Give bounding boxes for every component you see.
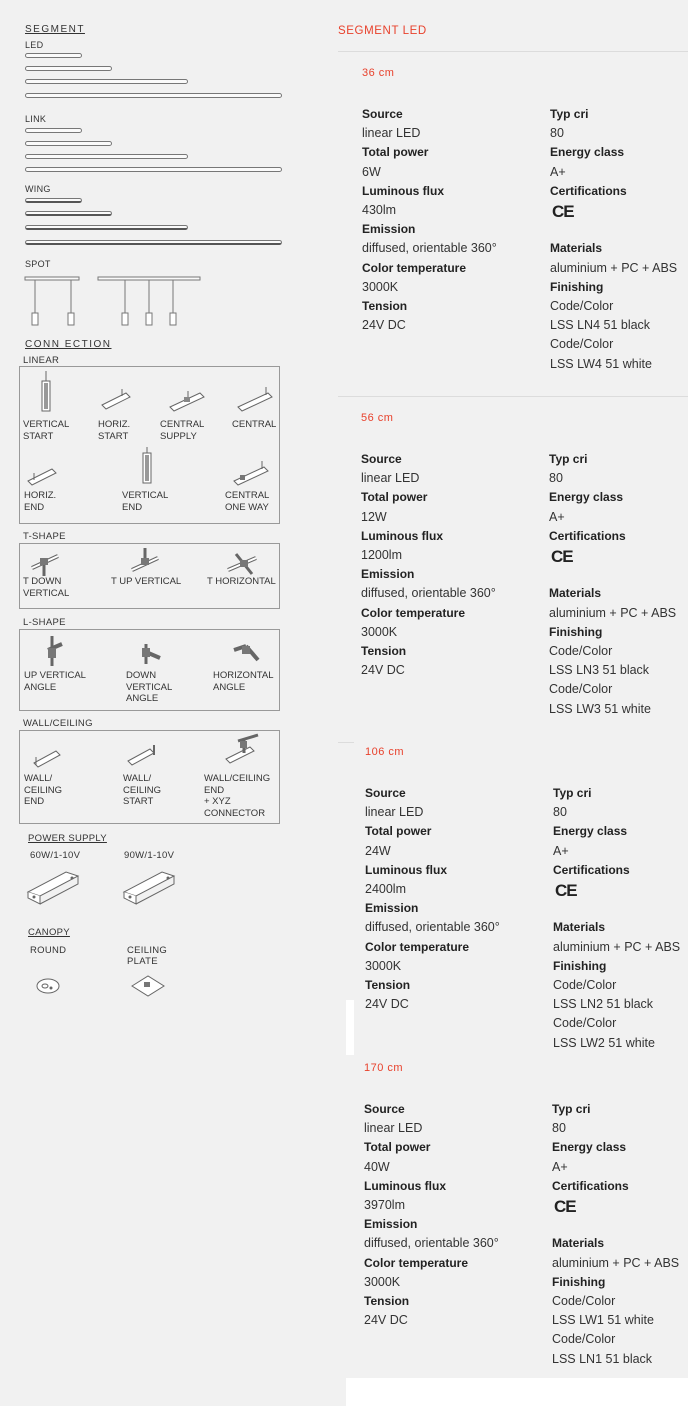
section-divider xyxy=(338,396,688,397)
finishing-value: Code/Color xyxy=(552,1294,616,1308)
canopy-item-label: ROUND xyxy=(30,945,67,956)
finishing-value: Code/Color xyxy=(549,644,613,658)
group-label-wing: WING xyxy=(25,184,51,194)
connection-heading: CONN ECTION xyxy=(25,339,112,350)
total-power-label: Total power xyxy=(364,1140,431,1155)
wall-box xyxy=(19,730,280,824)
lshape-item-label: HORIZONTAL ANGLE xyxy=(213,670,274,693)
emission-value: diffused, orientable 360° xyxy=(365,920,500,935)
white-strip xyxy=(346,1000,354,1055)
section-length: 56 cm xyxy=(361,412,394,424)
materials-value: aluminium + PC + ABS xyxy=(550,260,678,275)
color-temperature-label: Color temperature xyxy=(365,939,470,954)
finishing-label: Finishing xyxy=(553,958,607,973)
color-temperature-value: 3000K xyxy=(364,1274,401,1289)
round-canopy-icon xyxy=(36,976,62,996)
tension-value: 24V DC xyxy=(365,997,409,1012)
link-bar-56 xyxy=(25,141,112,146)
wall-ceiling-end-xyz-connector-icon xyxy=(224,735,260,767)
emission-value: diffused, orientable 360° xyxy=(362,241,497,256)
tension-value: 24V DC xyxy=(364,1313,408,1328)
central-one-way-icon xyxy=(232,461,272,487)
finishing-value: LSS LW4 51 white xyxy=(550,356,652,371)
up-vertical-angle-icon xyxy=(42,636,68,666)
ce-mark-icon: CE xyxy=(551,547,573,566)
luminous-flux-value: 1200lm xyxy=(361,548,402,562)
t-up-vertical-icon xyxy=(130,548,164,576)
segment-heading: SEGMENT xyxy=(25,24,85,35)
ce-mark-icon: CE xyxy=(555,881,577,900)
canopy-item-label: CEILING PLATE xyxy=(127,945,168,967)
central-supply-icon xyxy=(168,387,208,413)
power-supply-heading: POWER SUPPLY xyxy=(28,833,107,844)
tension-label: Tension xyxy=(362,299,408,313)
source-value: linear LED xyxy=(361,471,420,486)
total-power-label: Total power xyxy=(365,824,432,839)
typ-cri-value: 80 xyxy=(553,805,567,820)
energy-class-value: A+ xyxy=(553,843,569,858)
energy-class-value: A+ xyxy=(550,164,566,179)
lshape-item-label: UP VERTICAL ANGLE xyxy=(24,670,86,693)
finishing-value: Code/Color xyxy=(550,337,614,352)
group-label-spot: SPOT xyxy=(25,259,51,269)
finishing-value: LSS LN2 51 black xyxy=(553,997,654,1012)
total-power-label: Total power xyxy=(362,145,429,160)
led-bar-36 xyxy=(25,53,82,58)
source-value: linear LED xyxy=(364,1121,423,1136)
section-length: 106 cm xyxy=(365,746,405,758)
tshape-heading: T-SHAPE xyxy=(23,531,66,542)
lshape-heading: L-SHAPE xyxy=(23,617,66,628)
materials-label: Materials xyxy=(553,920,606,935)
finishing-value: LSS LW3 51 white xyxy=(549,701,651,716)
linear-box xyxy=(19,366,280,524)
wing-bar-56 xyxy=(25,211,112,216)
power-item-label: 60W/1-10V xyxy=(30,850,81,861)
linear-item-label: HORIZ. END xyxy=(24,490,57,513)
luminous-flux-value: 3970lm xyxy=(364,1198,405,1212)
finishing-value: LSS LW1 51 white xyxy=(552,1313,654,1328)
typ-cri-label: Typ cri xyxy=(550,107,589,121)
ceiling-plate-icon xyxy=(130,974,166,998)
materials-value: aluminium + PC + ABS xyxy=(552,1255,680,1270)
title-divider xyxy=(338,51,688,52)
link-bar-106 xyxy=(25,154,188,159)
down-vertical-angle-icon xyxy=(136,640,162,666)
emission-label: Emission xyxy=(361,567,415,582)
linear-heading: LINEAR xyxy=(23,355,60,366)
lshape-item-label: DOWN VERTICAL ANGLE xyxy=(126,670,173,704)
section-length: 170 cm xyxy=(364,1062,404,1074)
finishing-value: Code/Color xyxy=(553,1016,617,1031)
total-power-value: 40W xyxy=(364,1159,390,1174)
link-bar-170 xyxy=(25,167,282,172)
tshape-item-label: T HORIZONTAL xyxy=(207,576,276,587)
materials-label: Materials xyxy=(550,241,603,256)
luminous-flux-label: Luminous flux xyxy=(364,1178,446,1193)
power-item-label: 90W/1-10V xyxy=(124,850,175,861)
vertical-start-icon xyxy=(38,371,58,415)
finishing-label: Finishing xyxy=(552,1274,606,1289)
tension-label: Tension xyxy=(364,1294,410,1308)
tshape-box xyxy=(19,543,280,609)
total-power-label: Total power xyxy=(361,490,428,505)
source-label: Source xyxy=(364,1102,405,1116)
materials-value: aluminium + PC + ABS xyxy=(549,605,677,620)
power-supply-90w-icon xyxy=(122,868,178,908)
source-value: linear LED xyxy=(362,126,421,141)
wall-ceiling-end-icon xyxy=(32,745,62,767)
t-down-vertical-icon xyxy=(30,550,64,578)
finishing-value: Code/Color xyxy=(550,299,614,313)
wing-bar-106 xyxy=(25,225,188,230)
luminous-flux-label: Luminous flux xyxy=(365,862,447,877)
color-temperature-value: 3000K xyxy=(361,624,398,639)
led-bar-106 xyxy=(25,79,188,84)
finishing-value: Code/Color xyxy=(549,682,613,697)
tension-label: Tension xyxy=(361,644,407,658)
color-temperature-value: 3000K xyxy=(362,279,399,294)
led-bar-56 xyxy=(25,66,112,71)
linear-item-label: HORIZ. START xyxy=(98,419,131,442)
page-title: SEGMENT LED xyxy=(338,25,427,37)
t-horizontal-icon xyxy=(226,550,262,578)
finishing-value: Code/Color xyxy=(552,1332,616,1347)
color-temperature-value: 3000K xyxy=(365,958,402,973)
certifications-label: Certifications xyxy=(553,862,630,877)
spot-illustration xyxy=(25,275,205,330)
energy-class-label: Energy class xyxy=(552,1140,627,1155)
emission-value: diffused, orientable 360° xyxy=(361,586,496,601)
group-label-led: LED xyxy=(25,40,44,50)
horizontal-angle-icon xyxy=(232,640,260,664)
wing-bar-170 xyxy=(25,240,282,245)
typ-cri-label: Typ cri xyxy=(552,1102,591,1116)
section-divider xyxy=(338,742,354,743)
tshape-item-label: T DOWN VERTICAL xyxy=(23,576,70,599)
certifications-label: Certifications xyxy=(552,1178,629,1193)
led-bar-170 xyxy=(25,93,282,98)
canopy-heading: CANOPY xyxy=(28,927,70,938)
certifications-label: Certifications xyxy=(550,183,627,198)
materials-label: Materials xyxy=(549,586,602,601)
section-length: 36 cm xyxy=(362,67,395,79)
typ-cri-label: Typ cri xyxy=(549,452,588,466)
finishing-value: LSS LN4 51 black xyxy=(550,318,651,333)
tshape-item-label: T UP VERTICAL xyxy=(111,576,182,587)
total-power-value: 6W xyxy=(362,164,381,179)
emission-label: Emission xyxy=(362,222,416,237)
materials-value: aluminium + PC + ABS xyxy=(553,939,681,954)
luminous-flux-label: Luminous flux xyxy=(361,528,443,543)
lshape-box xyxy=(19,629,280,711)
typ-cri-value: 80 xyxy=(550,126,564,141)
emission-label: Emission xyxy=(364,1217,418,1232)
wall-item-label: WALL/ CEILING START xyxy=(123,773,162,807)
power-supply-60w-icon xyxy=(26,868,82,908)
source-value: linear LED xyxy=(365,805,424,820)
linear-item-label: VERTICAL START xyxy=(23,419,70,442)
source-label: Source xyxy=(365,786,406,800)
certifications-label: Certifications xyxy=(549,528,626,543)
group-label-link: LINK xyxy=(25,114,47,124)
energy-class-value: A+ xyxy=(549,509,565,524)
energy-class-label: Energy class xyxy=(553,824,628,839)
vertical-end-icon xyxy=(140,447,156,489)
tension-value: 24V DC xyxy=(361,663,405,678)
wall-item-label: WALL/CEILING END + XYZ CONNECTOR xyxy=(204,773,271,819)
ce-mark-icon: CE xyxy=(552,202,574,221)
luminous-flux-value: 430lm xyxy=(362,203,397,217)
energy-class-label: Energy class xyxy=(550,145,625,160)
ce-mark-icon: CE xyxy=(554,1197,576,1216)
typ-cri-label: Typ cri xyxy=(553,786,592,800)
typ-cri-value: 80 xyxy=(552,1121,566,1136)
finishing-value: LSS LW2 51 white xyxy=(553,1035,655,1050)
luminous-flux-value: 2400lm xyxy=(365,882,406,896)
tension-label: Tension xyxy=(365,978,411,992)
color-temperature-label: Color temperature xyxy=(361,605,466,620)
emission-label: Emission xyxy=(365,901,419,916)
finishing-value: Code/Color xyxy=(553,978,617,992)
luminous-flux-label: Luminous flux xyxy=(362,183,444,198)
horiz-end-icon xyxy=(26,463,60,489)
footer-white-area xyxy=(346,1378,688,1406)
wall-item-label: WALL/ CEILING END xyxy=(24,773,63,807)
link-bar-36 xyxy=(25,128,82,133)
linear-item-label: VERTICAL END xyxy=(122,490,169,513)
wing-bar-36 xyxy=(25,198,82,203)
color-temperature-label: Color temperature xyxy=(362,260,467,275)
source-label: Source xyxy=(362,107,403,121)
linear-item-label: CENTRAL xyxy=(232,419,277,430)
energy-class-value: A+ xyxy=(552,1159,568,1174)
central-icon xyxy=(236,387,276,413)
finishing-label: Finishing xyxy=(549,624,603,639)
color-temperature-label: Color temperature xyxy=(364,1255,469,1270)
finishing-value: LSS LN1 51 black xyxy=(552,1351,653,1366)
horiz-start-icon xyxy=(100,387,134,413)
wall-ceiling-start-icon xyxy=(126,743,160,767)
wall-heading: WALL/CEILING xyxy=(23,718,93,729)
linear-item-label: CENTRAL ONE WAY xyxy=(225,490,270,513)
total-power-value: 24W xyxy=(365,843,391,858)
energy-class-label: Energy class xyxy=(549,490,624,505)
finishing-value: LSS LN3 51 black xyxy=(549,663,650,678)
tension-value: 24V DC xyxy=(362,318,406,333)
finishing-label: Finishing xyxy=(550,279,604,294)
source-label: Source xyxy=(361,452,402,466)
typ-cri-value: 80 xyxy=(549,471,563,486)
emission-value: diffused, orientable 360° xyxy=(364,1236,499,1251)
linear-item-label: CENTRAL SUPPLY xyxy=(160,419,205,442)
materials-label: Materials xyxy=(552,1236,605,1251)
total-power-value: 12W xyxy=(361,509,387,524)
